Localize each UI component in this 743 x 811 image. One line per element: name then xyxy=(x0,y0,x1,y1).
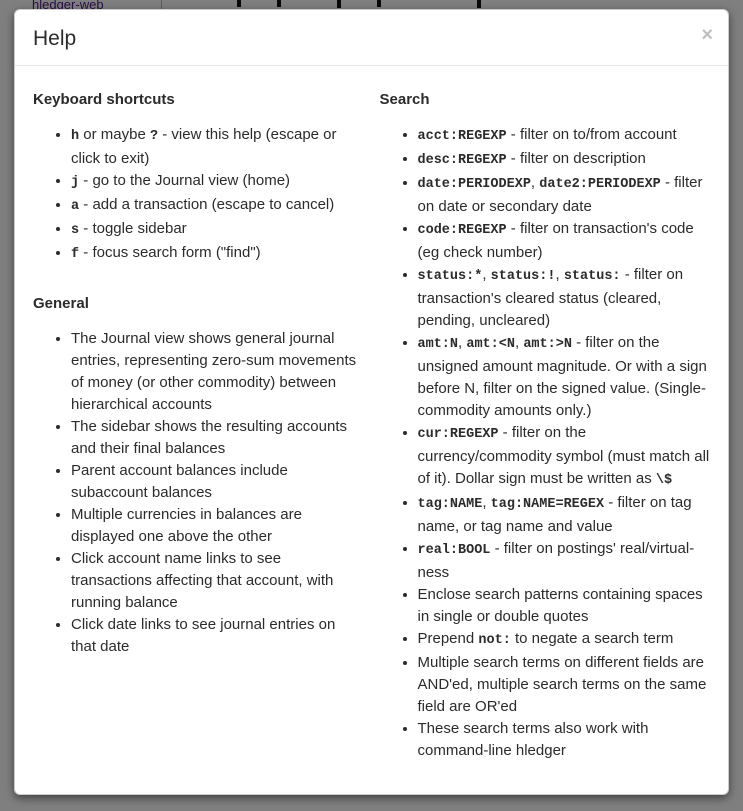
text-run: - filter on the unsigned amount magnitude. Or with a sign before N, filter on the signed value. (Single-commodity amounts only.) xyxy=(417,334,707,419)
section-heading: General xyxy=(33,295,89,312)
text-run: These search terms also work with command-line hledger xyxy=(417,720,649,759)
list-item xyxy=(418,492,711,538)
code-term: j xyxy=(71,175,80,190)
list-item xyxy=(71,548,364,614)
section-heading: Search xyxy=(379,91,430,108)
code-term: amt:>N xyxy=(523,337,572,352)
list-item xyxy=(71,242,364,266)
close-icon[interactable]: × xyxy=(701,24,713,46)
list-item xyxy=(418,148,711,172)
text-run: Parent account balances include subaccount balances xyxy=(71,462,288,501)
code-term: status: xyxy=(563,269,621,284)
list-item xyxy=(418,264,711,332)
code-term: date:PERIODEXP xyxy=(417,177,531,192)
text-run: - filter on to/from account xyxy=(506,126,677,143)
code-term: amt:<N xyxy=(466,337,515,352)
section-general xyxy=(33,293,364,658)
text-run: - filter on the currency/commodity symbol (must match all of it). Dollar sign must be written as xyxy=(417,424,710,487)
section-search xyxy=(380,89,711,762)
code-term: desc:REGEXP xyxy=(417,153,507,168)
text-run: , xyxy=(555,266,564,283)
text-run: Multiple search terms on different fields are AND'ed, multiple search terms on the same field are OR'ed xyxy=(417,654,707,715)
text-run: - filter on tag name, or tag name and value xyxy=(417,494,692,535)
code-term: code:REGEXP xyxy=(417,223,507,238)
code-term: \$ xyxy=(655,473,673,488)
list-item xyxy=(71,460,364,504)
code-term: tag:NAME=REGEX xyxy=(490,497,605,512)
left-column xyxy=(33,89,364,762)
code-term: real:BOOL xyxy=(417,543,491,558)
list-item xyxy=(71,194,364,218)
list-item xyxy=(418,584,711,628)
text-run: Click account name links to see transactions affecting that account, with running balance xyxy=(71,550,334,611)
text-run: Prepend xyxy=(417,630,479,647)
code-term: acct:REGEXP xyxy=(417,129,507,144)
code-term: cur:REGEXP xyxy=(417,427,499,442)
help-modal xyxy=(14,9,729,795)
text-run: , xyxy=(514,334,524,351)
code-term: not: xyxy=(478,633,511,648)
list-item xyxy=(418,628,711,652)
code-term: status:* xyxy=(417,269,483,284)
list-item xyxy=(71,614,364,658)
modal-body xyxy=(15,66,728,782)
text-run: Click date links to see journal entries on that date xyxy=(71,616,336,655)
code-term: ? xyxy=(149,129,159,144)
text-run: - go to the Journal view (home) xyxy=(79,172,291,189)
text-run: - filter on date or secondary date xyxy=(417,174,703,215)
code-term: s xyxy=(71,223,80,238)
list-item xyxy=(418,538,711,584)
list-item xyxy=(71,328,364,416)
right-column xyxy=(380,89,711,762)
text-run: , xyxy=(530,174,540,191)
list-item xyxy=(418,172,711,218)
modal-title: Help xyxy=(33,27,77,50)
list-item xyxy=(71,416,364,460)
code-term: date2:PERIODEXP xyxy=(539,177,661,192)
text-run: - toggle sidebar xyxy=(79,220,187,237)
text-run: Enclose search patterns containing spaces in single or double quotes xyxy=(417,586,703,625)
text-run: - filter on transaction's cleared status (cleared, pending, uncleared) xyxy=(417,266,684,329)
list-item xyxy=(71,218,364,242)
text-run: - filter on description xyxy=(506,150,646,167)
text-run: , xyxy=(482,266,491,283)
general-list xyxy=(33,328,364,658)
code-term: f xyxy=(71,247,80,262)
text-run: - focus search form ("find") xyxy=(79,244,261,261)
text-run: to negate a search term xyxy=(510,630,674,647)
list-item xyxy=(418,652,711,718)
text-run: The Journal view shows general journal entries, representing zero-sum movements of money (or other commodity) between hierarchical accounts xyxy=(71,330,357,413)
text-run: - add a transaction (escape to cancel) xyxy=(79,196,335,213)
list-item xyxy=(418,422,711,492)
code-term: a xyxy=(71,199,80,214)
list-item xyxy=(71,124,364,170)
code-term: h xyxy=(71,129,80,144)
text-run: - view this help (escape or click to exit) xyxy=(71,126,337,167)
text-run: or maybe xyxy=(79,126,150,143)
section-keyboard-shortcuts xyxy=(33,89,364,266)
modal-header xyxy=(15,10,728,66)
list-item xyxy=(418,332,711,422)
list-item xyxy=(71,504,364,548)
list-item xyxy=(418,124,711,148)
list-item xyxy=(418,218,711,264)
text-run: , xyxy=(458,334,467,351)
list-item xyxy=(418,718,711,762)
code-term: tag:NAME xyxy=(417,497,483,512)
code-term: status:! xyxy=(490,269,556,284)
text-run: Multiple currencies in balances are displayed one above the other xyxy=(71,506,302,545)
keyboard-shortcuts-list xyxy=(33,124,364,266)
text-run: - filter on postings' real/virtual-ness xyxy=(417,540,695,581)
section-heading: Keyboard shortcuts xyxy=(33,91,175,108)
code-term: amt:N xyxy=(417,337,459,352)
text-run: , xyxy=(482,494,491,511)
text-run: - filter on transaction's code (eg check number) xyxy=(417,220,694,261)
list-item xyxy=(71,170,364,194)
text-run: The sidebar shows the resulting accounts and their final balances xyxy=(71,418,347,457)
search-list xyxy=(380,124,711,762)
